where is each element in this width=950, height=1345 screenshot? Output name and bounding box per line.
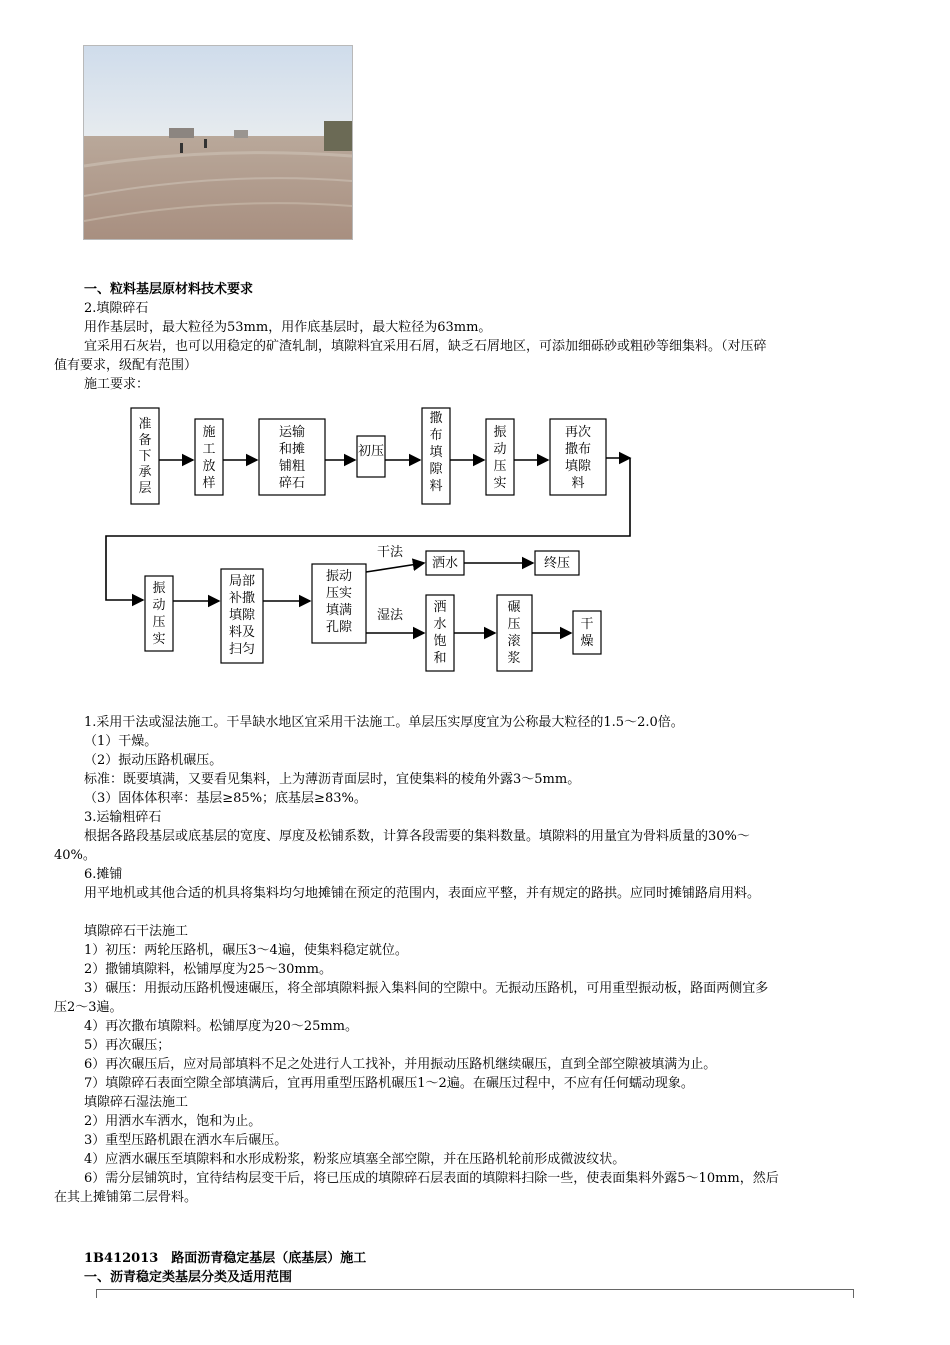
- flow-box-label: 实: [493, 476, 507, 491]
- flow-box-label: 层: [138, 481, 152, 496]
- flow-box-label: 备: [138, 433, 152, 448]
- list-item-dry: （1）干燥。: [84, 734, 158, 749]
- flow-box-label: 承: [138, 465, 152, 480]
- list-item-solid-volume: （3）固体体积率：基层≥85%；底基层≥83%。: [84, 791, 367, 806]
- flow-box-label: 滚: [507, 634, 521, 649]
- flow-box-label: 碾: [507, 600, 521, 615]
- subheading-fill-gravel: 2.填隙碎石: [84, 301, 149, 316]
- flow-box-label: 动: [152, 598, 166, 613]
- flow-box-label: 浆: [507, 651, 521, 666]
- flow-box-label: 填隙: [564, 459, 592, 474]
- flow-box-label: 撒布: [564, 442, 592, 457]
- flow-box-label: 振: [152, 581, 166, 596]
- flow-box-label: 压实: [325, 586, 353, 601]
- flow-box-label: 振: [493, 425, 507, 440]
- flow-box-label: 压: [493, 459, 507, 474]
- dry-method-title: 填隙碎石干法施工: [84, 924, 189, 939]
- wet-step-2: 2）用洒水车洒水，饱和为止。: [84, 1114, 262, 1129]
- flow-box-label: 振动: [325, 569, 353, 584]
- flow-box-label: 洒水: [431, 556, 459, 571]
- flow-box-label: 撒: [429, 411, 443, 426]
- flow-box-label: 局部: [228, 574, 256, 589]
- flow-box-label: 料: [571, 476, 585, 491]
- flow-box-label: 和: [433, 651, 447, 666]
- flow-box-label: 干: [580, 617, 594, 632]
- flow-label-dry: 干法: [376, 545, 404, 560]
- dry-step-6: 6）再次碾压后，应对局部填料不足之处进行人工找补，并用振动压路机继续碾压，直到全部空隙被填满为止。: [84, 1057, 717, 1072]
- flow-box-label: 补撒: [228, 591, 256, 606]
- subheading-transport: 3.运输粗碎石: [84, 810, 162, 825]
- flow-box-label: 终压: [543, 556, 571, 571]
- flow-box-label: 下: [138, 449, 152, 464]
- flow-box-label: 压: [152, 615, 166, 630]
- flow-box-label: 运输: [278, 425, 306, 440]
- dry-step-3a: 3）碾压：用振动压路机慢速碾压，将全部填隙料振入集料间的空隙中。无振动压路机，可用重型振动板，路面两侧宜多: [84, 981, 769, 996]
- flow-box-label: 和摊: [278, 442, 306, 457]
- flow-box-label: 填: [429, 445, 443, 460]
- flow-box-label: 放: [202, 459, 216, 474]
- flow-box-label: 饱: [433, 634, 447, 649]
- paragraph-dry-wet-method: 1.采用干法或湿法施工。干旱缺水地区宜采用干法施工。单层压实厚度宜为公称最大粒径的1.5～2.0倍。: [84, 715, 684, 730]
- paragraph-material-a: 宜采用石灰岩，也可以用稳定的矿渣轧制，填隙料宜采用石屑，缺乏石屑地区，可添加细砾砂或粗砂等细集料。（对压碎: [84, 339, 767, 354]
- flow-box-label: 扫匀: [228, 642, 256, 657]
- flow-box-label: 准: [138, 417, 152, 432]
- flow-box-label: 再次: [564, 425, 592, 440]
- flow-box-label: 料: [429, 479, 443, 494]
- wet-step-3: 3）重型压路机跟在洒水车后碾压。: [84, 1133, 288, 1148]
- construction-site-photo: [83, 45, 353, 240]
- flow-box-label: 布: [429, 428, 443, 443]
- flow-box-label: 洒: [433, 600, 447, 615]
- flow-box-label: 燥: [580, 634, 594, 649]
- flow-box-label: 碎石: [278, 476, 306, 491]
- flow-box-label: 工: [202, 442, 216, 457]
- flow-box-label: 实: [152, 632, 166, 647]
- section-heading-asphalt: 1B412013 路面沥青稳定基层（底基层）施工: [84, 1251, 367, 1266]
- flow-box-label: 压: [507, 617, 521, 632]
- flow-box-label: 样: [202, 476, 216, 491]
- dry-step-7: 7）填隙碎石表面空隙全部填满后，宜再用重型压路机碾压1～2遍。在碾压过程中，不应有任何蠕动现象。: [84, 1076, 694, 1091]
- paragraph-quantity-b: 40%。: [54, 848, 96, 863]
- paragraph-spreading: 用平地机或其他合适的机具将集料均匀地摊铺在预定的范围内，表面应平整，并有规定的路拱。应同时摊铺路肩用料。: [84, 886, 761, 901]
- flow-label-wet: 湿法: [376, 608, 404, 623]
- dry-step-1: 1）初压：两轮压路机，碾压3～4遍，使集料稳定就位。: [84, 943, 408, 958]
- flow-box-label: 孔隙: [325, 620, 353, 635]
- table-top-border: [96, 1289, 854, 1290]
- flow-box-label: 隙: [429, 462, 443, 477]
- flow-box-label: 料及: [228, 625, 256, 640]
- dry-step-4: 4）再次撒布填隙料。松铺厚度为20～25mm。: [84, 1019, 359, 1034]
- construction-requirements-label: 施工要求：: [84, 377, 150, 392]
- paragraph-standard: 标准：既要填满，又要看见集料，上为薄沥青面层时，宜使集料的棱角外露3～5mm。: [84, 772, 581, 787]
- paragraph-material-b: 值有要求，级配有范围）: [54, 358, 198, 373]
- flow-box-label: 水: [433, 617, 447, 632]
- dry-step-3b: 压2～3遍。: [54, 1000, 123, 1015]
- flow-box-label: 施: [202, 425, 216, 440]
- wet-step-4: 4）应洒水碾压至填隙料和水形成粉浆，粉浆应填塞全部空隙，并在压路机轮前形成微波纹状。: [84, 1152, 626, 1167]
- list-item-vibrate: （2）振动压路机碾压。: [84, 753, 223, 768]
- dry-step-5: 5）再次碾压；: [84, 1038, 171, 1053]
- wet-step-6b: 在其上摊铺第二层骨料。: [54, 1190, 198, 1205]
- wet-step-6a: 6）需分层铺筑时，宜待结构层变干后，将已压成的填隙碎石层表面的填隙料扫除一些，使表面集料外露5～10mm，然后: [84, 1171, 779, 1186]
- section-heading-materials: 一、粒料基层原材料技术要求: [84, 282, 254, 297]
- paragraph-quantity-a: 根据各路段基层或底基层的宽度、厚度及松铺系数，计算各段需要的集料数量。填隙料的用量宜为骨料质量的30%～: [84, 829, 750, 844]
- flow-box-label: 填隙: [228, 608, 256, 623]
- dry-step-2: 2）撒铺填隙料，松铺厚度为25～30mm。: [84, 962, 333, 977]
- subheading-spreading: 6.摊铺: [84, 867, 123, 882]
- wet-method-title: 填隙碎石湿法施工: [84, 1095, 189, 1110]
- subheading-asphalt-classification: 一、沥青稳定类基层分类及适用范围: [84, 1270, 293, 1285]
- flow-box-label: 铺粗: [278, 459, 306, 474]
- construction-flowchart: [100, 400, 660, 680]
- flow-box-label: 动: [493, 442, 507, 457]
- flow-box-label: 填满: [325, 603, 353, 618]
- flow-box-label: 初压: [357, 444, 385, 459]
- paragraph-particle-size: 用作基层时，最大粒径为53mm，用作底基层时，最大粒径为63mm。: [84, 320, 492, 335]
